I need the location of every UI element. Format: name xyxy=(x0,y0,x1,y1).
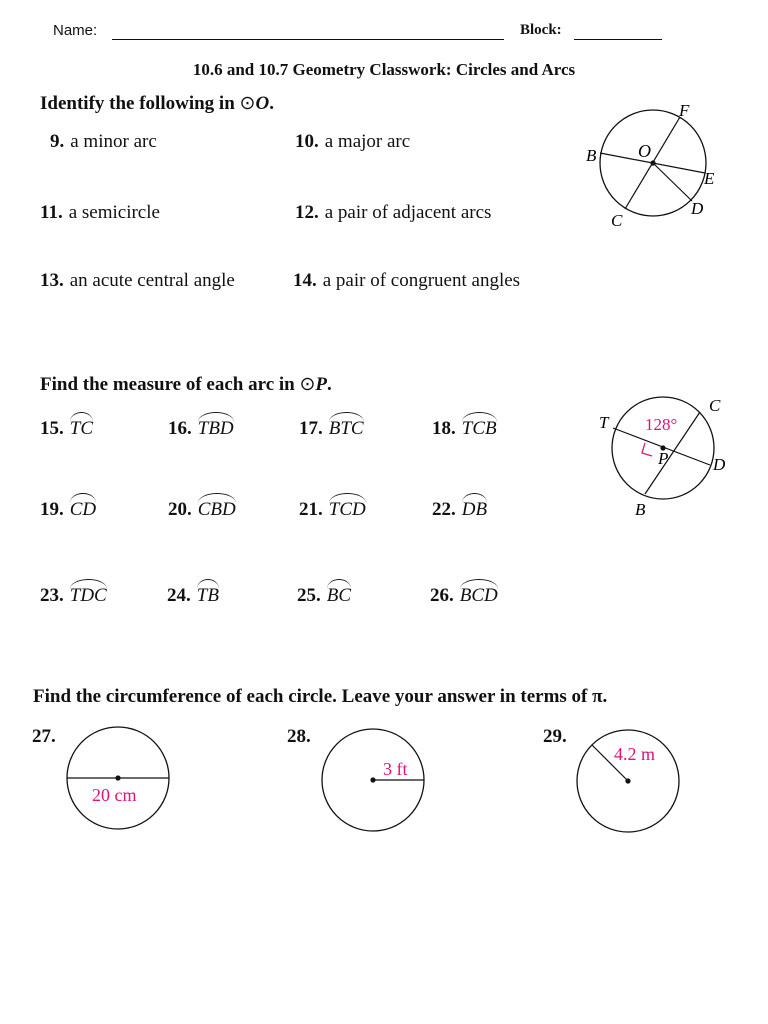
question-29-number xyxy=(543,726,573,748)
circle-p-diagram xyxy=(590,390,750,525)
question-number: 10. xyxy=(295,131,319,152)
label-c: C xyxy=(709,396,721,415)
arc-notation: BC xyxy=(327,581,351,607)
worksheet-title: 10.6 and 10.7 Geometry Classwork: Circles and Arcs xyxy=(192,60,576,79)
label-b: B xyxy=(635,500,646,519)
section1-heading-text: Identify the following in xyxy=(40,93,235,114)
circle-name: P xyxy=(315,374,327,395)
circle-o-diagram xyxy=(575,95,725,235)
radius-label: 4.2 m xyxy=(614,744,656,764)
section2-heading xyxy=(40,373,332,396)
question-number: 24. xyxy=(167,585,191,606)
heading-period: . xyxy=(327,374,332,395)
question-number: 29. xyxy=(543,726,567,747)
question-text: an acute central angle xyxy=(69,270,235,291)
question-number: 14. xyxy=(293,270,317,291)
question-number: 28. xyxy=(287,726,311,747)
question-number: 15. xyxy=(40,418,64,439)
circle-28-diagram xyxy=(315,720,435,840)
question-27-number xyxy=(32,726,62,748)
label-p: P xyxy=(658,449,669,468)
question-number: 27. xyxy=(32,726,56,747)
center-point-o xyxy=(650,160,655,165)
label-c: C xyxy=(611,211,623,230)
question-number: 16. xyxy=(168,418,192,439)
question-12 xyxy=(295,202,491,224)
circle-name: O xyxy=(255,93,270,114)
section2-heading-text: Find the measure of each arc in xyxy=(40,374,295,395)
name-field-line[interactable] xyxy=(112,39,504,40)
arc-notation: TC xyxy=(70,414,93,440)
question-14 xyxy=(293,270,520,292)
label-t: T xyxy=(599,413,609,432)
question-number: 23. xyxy=(40,585,64,606)
arc-notation: TCB xyxy=(462,414,497,440)
arc-notation: TBD xyxy=(198,414,234,440)
question-17 xyxy=(299,414,364,440)
question-number: 25. xyxy=(297,585,321,606)
heading-period: . xyxy=(269,93,274,114)
question-9 xyxy=(50,131,157,153)
label-b: B xyxy=(586,146,597,165)
label-f: F xyxy=(679,101,690,120)
question-text: a minor arc xyxy=(70,131,157,152)
question-number: 9. xyxy=(50,131,65,152)
name-label: Name: xyxy=(53,22,98,39)
right-angle-mark xyxy=(642,443,652,456)
circle-symbol: ⊙ xyxy=(239,93,256,114)
arc-notation: CD xyxy=(70,495,96,521)
center-point xyxy=(625,778,630,783)
label-d: D xyxy=(713,455,726,474)
arc-notation: TDC xyxy=(70,581,107,607)
question-20 xyxy=(168,495,236,521)
arc-notation: BTC xyxy=(329,414,364,440)
arc-notation: BCD xyxy=(460,581,498,607)
arc-notation: TB xyxy=(197,581,219,607)
question-text: a pair of congruent angles xyxy=(322,270,521,291)
arc-notation: DB xyxy=(462,495,487,521)
question-number: 26. xyxy=(430,585,454,606)
question-text: a semicircle xyxy=(68,202,160,223)
block-label: Block: xyxy=(520,22,562,38)
question-number: 19. xyxy=(40,499,64,520)
question-number: 17. xyxy=(299,418,323,439)
circle-27-diagram xyxy=(60,720,180,840)
center-point xyxy=(370,777,375,782)
question-28-number xyxy=(287,726,317,748)
question-23 xyxy=(40,581,107,607)
section3-heading: Find the circumference of each circle. Leave your answer in terms of π. xyxy=(33,686,608,707)
radius-od xyxy=(653,163,692,201)
question-21 xyxy=(299,495,366,521)
question-11 xyxy=(40,202,160,224)
question-number: 12. xyxy=(295,202,319,223)
arc-notation: TCD xyxy=(329,495,366,521)
label-d: D xyxy=(691,199,704,218)
label-o: O xyxy=(638,141,651,161)
question-13 xyxy=(40,270,235,292)
question-19 xyxy=(40,495,96,521)
question-number: 18. xyxy=(432,418,456,439)
question-number: 22. xyxy=(432,499,456,520)
radius-label: 3 ft xyxy=(383,759,408,779)
center-point xyxy=(115,775,120,780)
angle-label: 128° xyxy=(645,415,678,434)
section1-heading xyxy=(40,92,274,115)
question-number: 21. xyxy=(299,499,323,520)
label-e: E xyxy=(704,169,715,188)
question-25 xyxy=(297,581,351,607)
diameter-label: 20 cm xyxy=(92,785,137,805)
question-15 xyxy=(40,414,93,440)
circle-symbol: ⊙ xyxy=(299,374,316,395)
question-18 xyxy=(432,414,497,440)
arc-notation: CBD xyxy=(198,495,236,521)
question-10 xyxy=(295,131,410,153)
question-text: a pair of adjacent arcs xyxy=(324,202,492,223)
question-number: 13. xyxy=(40,270,64,291)
question-26 xyxy=(430,581,498,607)
circle-29-diagram xyxy=(570,720,690,840)
question-16 xyxy=(168,414,234,440)
question-text: a major arc xyxy=(324,131,411,152)
question-number: 20. xyxy=(168,499,192,520)
block-field-line[interactable] xyxy=(574,39,662,40)
question-24 xyxy=(167,581,219,607)
question-22 xyxy=(432,495,487,521)
question-number: 11. xyxy=(40,202,63,223)
